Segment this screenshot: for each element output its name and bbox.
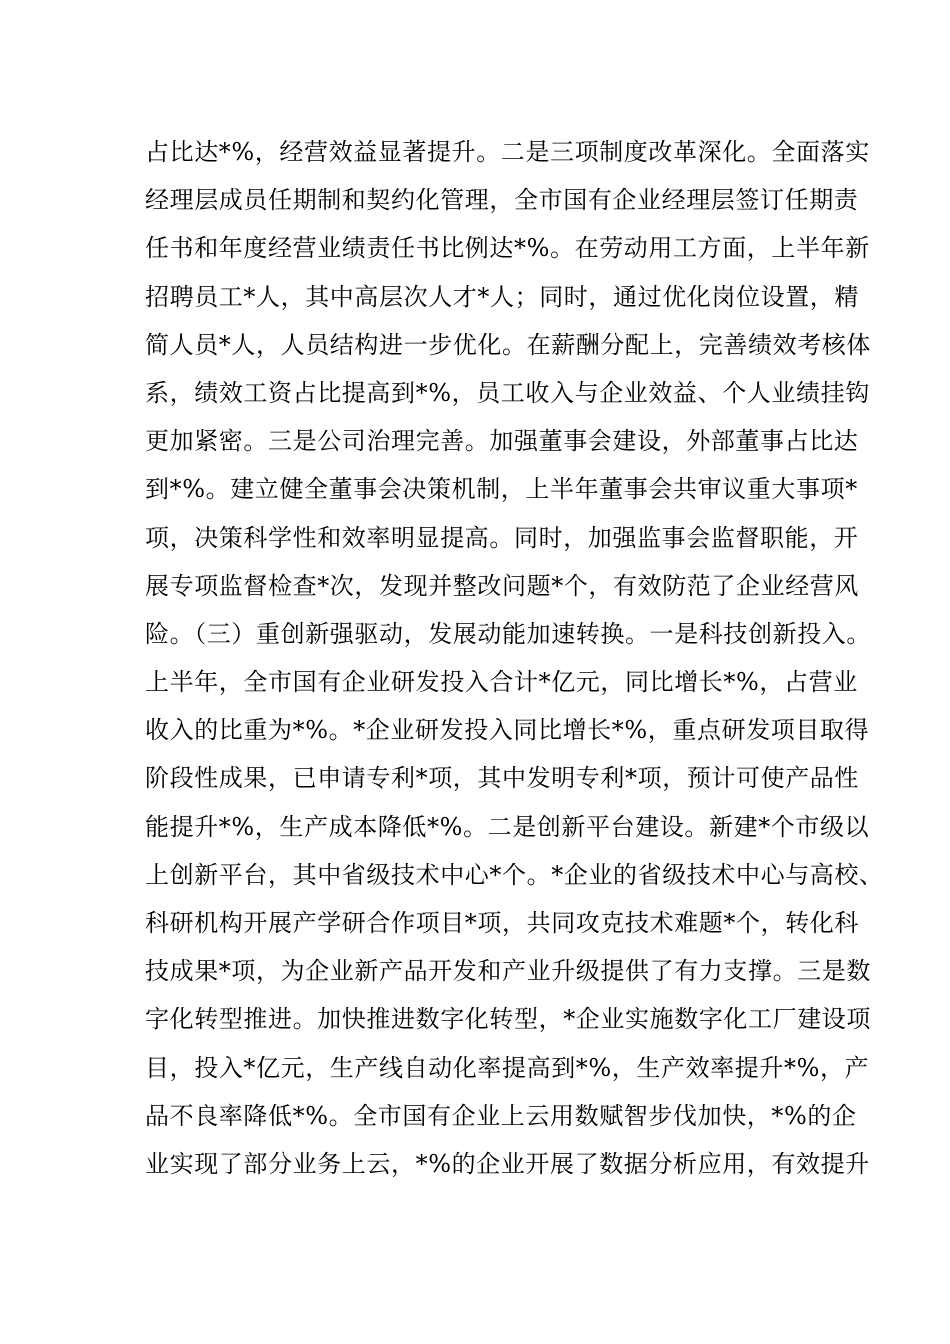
text-line: 上半年，全市国有企业研发投入合计*亿元，同比增长*%，占营业 [145, 668, 858, 697]
text-line: 品不良率降低*%。全市国有企业上云用数赋智步伐加快，*%的企 [145, 1101, 857, 1130]
text-line: 更加紧密。三是公司治理完善。加强董事会建设，外部董事占比达 [145, 427, 859, 456]
text-line: 能提升*%，生产成本降低*%。二是创新平台建设。新建*个市级以 [145, 812, 870, 841]
text-line: 收入的比重为*%。*企业研发投入同比增长*%，重点研发项目取得 [145, 716, 870, 745]
text-line: 目，投入*亿元，生产线自动化率提高到*%，生产效率提升*%，产 [145, 1053, 870, 1082]
text-line: 技成果*项，为企业新产品开发和产业升级提供了有力支撑。三是数 [145, 957, 871, 986]
body-text [145, 128, 884, 1188]
text-line: 展专项监督检查*次，发现并整改问题*个，有效防范了企业经营风 [145, 571, 859, 600]
text-line: 阶段性成果，已申请专利*项，其中发明专利*项，预计可使产品性 [145, 764, 859, 793]
text-line: 任书和年度经营业绩责任书比例达*%。在劳动用工方面，上半年新 [145, 234, 870, 263]
text-line: 科研机构开展产学研合作项目*项，共同攻克技术难题*个，转化科 [145, 909, 859, 937]
text-line: 经理层成员任期制和契约化管理，全市国有企业经理层签订任期责 [145, 186, 859, 215]
text-line: 简人员*人，人员结构进一步优化。在薪酬分配上，完善绩效考核体 [145, 330, 871, 359]
text-line: 占比达*%，经营效益显著提升。二是三项制度改革深化。全面落实 [145, 138, 870, 166]
text-line: 到*%。建立健全董事会决策机制，上半年董事会共审议重大事项* [145, 475, 858, 504]
text-line: 项，决策科学性和效率明显提高。同时，加强监事会监督职能，开 [145, 523, 859, 552]
text-line: 招聘员工*人，其中高层次人才*人；同时，通过优化岗位设置，精 [145, 282, 859, 311]
text-line: 系，绩效工资占比提高到*%，员工收入与企业效益、个人业绩挂钩 [145, 378, 870, 407]
text-line: 业实现了部分业务上云，*%的企业开展了数据分析应用，有效提升 [145, 1149, 870, 1178]
text-line: 字化转型推进。加快推进数字化转型，*企业实施数字化工厂建设项 [145, 1005, 871, 1034]
text-line: 上创新平台，其中省级技术中心*个。*企业的省级技术中心与高校、 [145, 860, 884, 889]
text-line: 险。（三）重创新强驱动，发展动能加速转换。一是科技创新投入。 [145, 619, 871, 648]
